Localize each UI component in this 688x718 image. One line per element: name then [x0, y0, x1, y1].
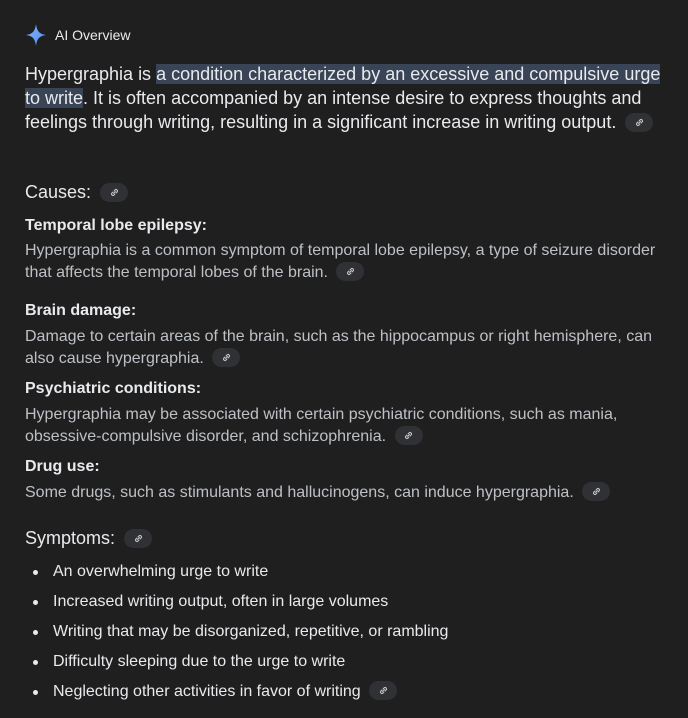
source-link-button[interactable]: [582, 482, 610, 501]
cause-description: Damage to certain areas of the brain, such as the hippocampus or right hemisphere, can also cause hypergraphia.: [25, 328, 653, 367]
intro-rest: . It is often accompanied by an intense desire to express thoughts and feelings through writing, resulting in a significant increase in writing output.: [25, 88, 642, 132]
link-icon: [378, 685, 389, 696]
causes-heading: [25, 180, 128, 204]
list-item: [25, 677, 448, 707]
link-icon: [345, 266, 356, 277]
cause-title: Temporal lobe epilepsy:: [25, 217, 207, 234]
bullet: [33, 600, 38, 605]
causes-heading-text: Causes:: [25, 182, 92, 202]
cause-description: Some drugs, such as stimulants and hallucinogens, can induce hypergraphia.: [25, 484, 574, 501]
bullet: [33, 660, 38, 665]
source-link-button[interactable]: [100, 183, 128, 202]
link-icon: [591, 486, 602, 497]
cause-description: Hypergraphia is a common symptom of temporal lobe epilepsy, a type of seizure disorder that affects the temporal lobes of the brain.: [25, 242, 656, 281]
bullet: [33, 570, 38, 575]
intro-highlight[interactable]: a condition characterized by an excessive and compulsive urge to write: [25, 64, 661, 108]
ai-overview-title: AI Overview: [55, 27, 131, 43]
source-link-button[interactable]: [124, 529, 152, 548]
gemini-sparkle-icon: [25, 22, 47, 48]
cause-text: [25, 326, 665, 370]
link-icon: [109, 187, 120, 198]
intro-paragraph: [25, 62, 665, 134]
cause-text: [25, 482, 665, 504]
symptom-text: An overwhelming urge to write: [53, 563, 269, 580]
cause-description: Hypergraphia may be associated with certain psychiatric conditions, such as mania, obsessive-compulsive disorder, and schizophrenia.: [25, 406, 618, 445]
list-item: [25, 617, 448, 647]
link-icon: [221, 352, 232, 363]
cause-title: Psychiatric conditions:: [25, 380, 202, 397]
symptom-text: Neglecting other activities in favor of writing: [53, 683, 361, 700]
bullet: [33, 690, 38, 695]
source-link-button[interactable]: [395, 426, 423, 445]
link-icon: [634, 117, 645, 128]
symptoms-heading: [25, 526, 152, 550]
link-icon: [133, 533, 144, 544]
cause-text: [25, 404, 665, 448]
cause-title: Drug use:: [25, 458, 100, 475]
symptoms-list: [25, 557, 448, 707]
symptom-text: Difficulty sleeping due to the urge to write: [53, 653, 346, 670]
list-item: [25, 587, 448, 617]
link-icon: [403, 430, 414, 441]
symptom-text: Increased writing output, often in large volumes: [53, 593, 389, 610]
cause-title: Brain damage:: [25, 302, 137, 319]
symptoms-heading-text: Symptoms:: [25, 528, 116, 548]
symptom-text: Writing that may be disorganized, repetitive, or rambling: [53, 623, 449, 640]
bullet: [33, 630, 38, 635]
list-item: [25, 647, 448, 677]
list-item: [25, 557, 448, 587]
ai-overview-header: [25, 22, 130, 48]
source-link-button[interactable]: [625, 113, 653, 132]
intro-lead: Hypergraphia is: [25, 64, 157, 84]
cause-text: [25, 240, 665, 284]
source-link-button[interactable]: [336, 262, 364, 281]
source-link-button[interactable]: [369, 681, 397, 700]
source-link-button[interactable]: [212, 348, 240, 367]
